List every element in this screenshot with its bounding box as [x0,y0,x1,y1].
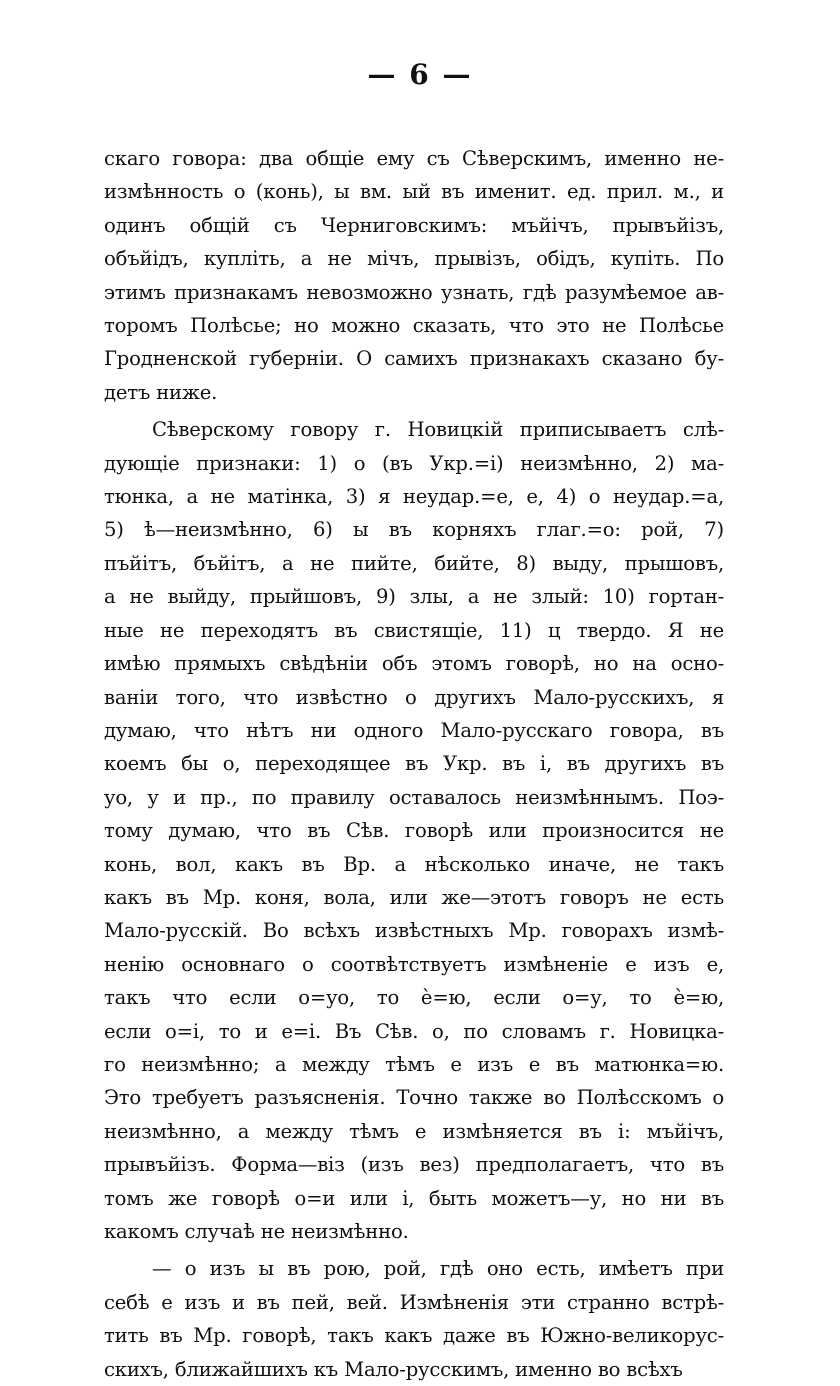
text-line: этимъ признакамъ невозможно узнать, гдѣ разумѣемое ав- [104,280,724,304]
paragraph [104,413,724,1248]
text-line: Мало-русскій. Во всѣхъ извѣстныхъ Мр. говорахъ измѣ- [104,919,724,943]
text-line: измѣнность о (конь), ы вм. ый въ именит. ед. прил. м., и [104,180,724,204]
text-line: детъ ниже. [104,380,218,404]
text-line: Гродненской губерніи. О самихъ признакахъ сказано бу- [104,347,724,371]
text-line: тить въ Мр. говорѣ, такъ какъ даже въ Южно-великорус- [104,1324,724,1348]
text-line: ненію основнаго о соотвѣтствуетъ измѣненіе е изъ е, [104,952,724,976]
text-line: 5) ѣ—неизмѣнно, 6) ы въ корняхъ глаг.=о: рой, 7) [104,518,724,542]
text-line: прывъйізъ. Форма—віз (изъ вез) предполагаетъ, что въ [104,1153,724,1177]
text-line: одинъ общій съ Черниговскимъ: мъйічъ, прывъйізъ, [104,213,724,237]
page-number: — 6 — [367,58,473,91]
paragraph [104,1252,724,1386]
text-line: имѣю прямыхъ свѣдѣніи объ этомъ говорѣ, но на осно- [104,652,724,676]
text-line: уо, у и пр., по правилу оставалось неизмѣннымъ. Поэ- [104,785,724,809]
text-line: дующіе признаки: 1) о (въ Укр.=і) неизмѣнно, 2) ма- [104,451,724,475]
text-line: тому думаю, что въ Сѣв. говорѣ или произносится не [104,819,724,843]
text-line: коемъ бы о, переходящее въ Укр. въ і, въ другихъ въ [104,752,724,776]
body-text [104,142,724,1386]
text-line: Сѣверскому говору г. Новицкій приписываетъ слѣ- [152,418,724,442]
text-line: торомъ Полѣсье; но можно сказать, что это не Полѣсье [104,314,724,338]
text-line: томъ же говорѣ о=и или і, быть можетъ—у, но ни въ [104,1186,724,1210]
text-line: такъ что если о=уо, то è=ю, если о=у, то è=ю, [104,986,724,1010]
text-line: объйідъ, купліть, а не мічъ, прывізъ, обідъ, купіть. По [104,247,724,271]
text-line: ваніи того, что извѣстно о другихъ Мало-русскихъ, я [104,685,724,709]
text-line: тюнка, а не матінка, 3) я неудар.=е, е, 4) о неудар.=а, [104,485,724,509]
text-line: Это требуетъ разъясненія. Точно также во Полѣсскомъ о [104,1086,724,1110]
text-line: го неизмѣнно; а между тѣмъ е изъ е въ матюнка=ю. [104,1052,724,1076]
text-line: какомъ случаѣ не неизмѣнно. [104,1220,409,1243]
text-line: себѣ е изъ и въ пей, вей. Измѣненія эти странно встрѣ- [104,1290,724,1314]
text-line: а не выйду, прыйшовъ, 9) злы, а не злый: 10) гортан- [104,585,724,609]
text-line: пъйітъ, бъйітъ, а не пийте, бийте, 8) выду, прышовъ, [104,551,724,575]
text-line: если о=і, то и е=і. Въ Сѣв. о, по словамъ г. Новицка- [104,1019,724,1043]
text-line: конь, вол, какъ въ Вр. а нѣсколько иначе, не такъ [104,852,724,876]
text-line: неизмѣнно, а между тѣмъ е измѣняется въ і: мъйічъ, [104,1119,724,1143]
text-line: думаю, что нѣтъ ни одного Мало-русскаго говора, въ [104,718,724,742]
text-line: ные не переходятъ въ свистящіе, 11) ц твердо. Я не [104,618,724,642]
text-line: какъ въ Мр. коня, вола, или же—этотъ говоръ не есть [104,885,724,909]
text-line: — о изъ ы въ рою, рой, гдѣ оно есть, имѣетъ при [152,1257,724,1281]
paragraph [104,142,724,409]
text-line: скихъ, ближайшихъ къ Мало-русскимъ, именно во всѣхъ [104,1357,683,1381]
text-line: скаго говора: два общіе ему съ Сѣверскимъ, именно не- [104,147,724,170]
